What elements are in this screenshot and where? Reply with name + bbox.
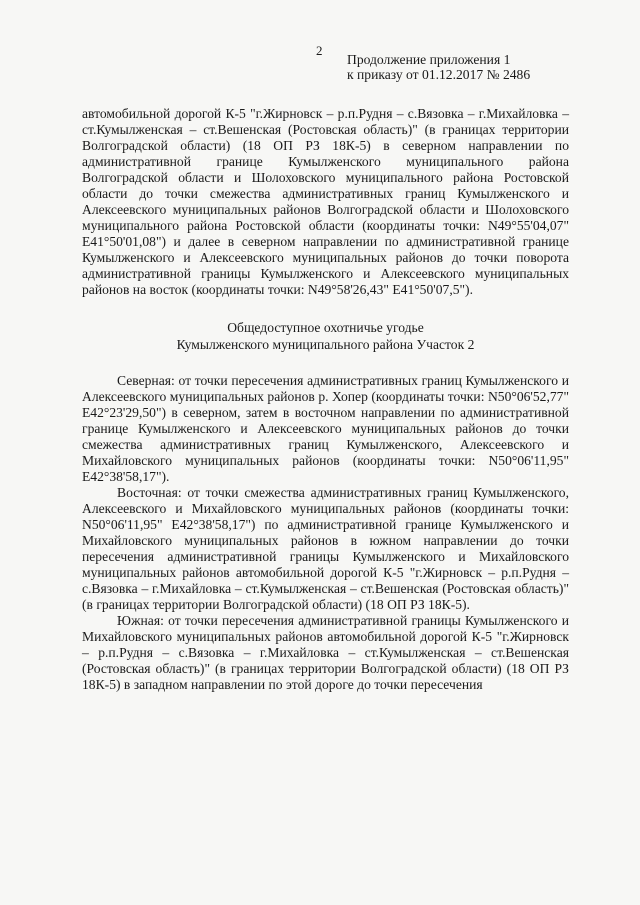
appendix-header (347, 52, 530, 82)
appendix-header-line2: к приказу от 01.12.2017 № 2486 (347, 67, 531, 82)
continued-paragraph: автомобильной дорогой К-5 "г.Жирновск – р.п.Рудня – с.Вязовка – г.Михайловка – ст.Кумылженская – ст.Вешенская (Ростовская область)" (в границах территории Волгоградской области) (18 ОП РЗ 18К-5) в северном направлении по административной границе Кумылженского муниципального района Волгоградской области и Шолоховского муниципального района Ростовской области до точки смежества административных границ Кумылженского и Алексеевского муниципальных районов Волгоградской области и Шолоховского муниципального района Ростовской области (координаты точки: N49°55'04,07" E41°50'01,08") и далее в северном направлении по административной границе Кумылженского и Алексеевского муниципальных районов до точки поворота административной границы Кумылженского и Алексеевского муниципальных районов на восток (координаты точки: N49°58'26,43" E41°50'07,5"). (82, 106, 569, 297)
section-title-line2: Кумылженского муниципального района Участок 2 (176, 337, 475, 352)
section-title-line1: Общедоступное охотничье угодье (227, 320, 424, 335)
appendix-header-line1: Продолжение приложения 1 (347, 52, 511, 67)
document-body (82, 106, 569, 693)
paragraph-east: Восточная: от точки смежества административных границ Кумылженского, Алексеевского и Михайловского муниципальных районов (координаты точки: N50°06'11,95" E42°38'58,17") по административной границе Кумылженского и Михайловского муниципальных районов в южном направлении до точки пересечения административной границы Кумылженского и Михайловского муниципальных районов автомобильной дорогой К-5 "г.Жирновск – р.п.Рудня – с.Вязовка – г.Михайловка – ст.Кумылженская – ст.Вешенская (Ростовская область)" (в границах территории Волгоградской области) (18 ОП РЗ 18К-5). (82, 485, 569, 612)
page-number: 2 (316, 43, 323, 58)
paragraph-north: Северная: от точки пересечения административных границ Кумылженского и Алексеевского муниципальных районов р. Хопер (координаты точки: N50°06'52,77" E42°23'29,50") в северном, затем в восточном направлении по административной границе Кумылженского и Алексеевского муниципальных районов до точки смежества административных границ Кумылженского, Алексеевского и Михайловского муниципальных районов (координаты точки: N50°06'11,95" E42°38'58,17"). (82, 373, 569, 484)
paragraph-south: Южная: от точки пересечения административной границы Кумылженского и Михайловского муниципальных районов автомобильной дорогой К-5 "г.Жирновск – р.п.Рудня – с.Вязовка – г.Михайловка – ст.Кумылженская – ст.Вешенская (Ростовская область)" (в границах территории Волгоградской области) (18 ОП РЗ 18К-5) в западном направлении по этой дороге до точки пересечения (82, 613, 569, 692)
section-title (82, 319, 569, 353)
